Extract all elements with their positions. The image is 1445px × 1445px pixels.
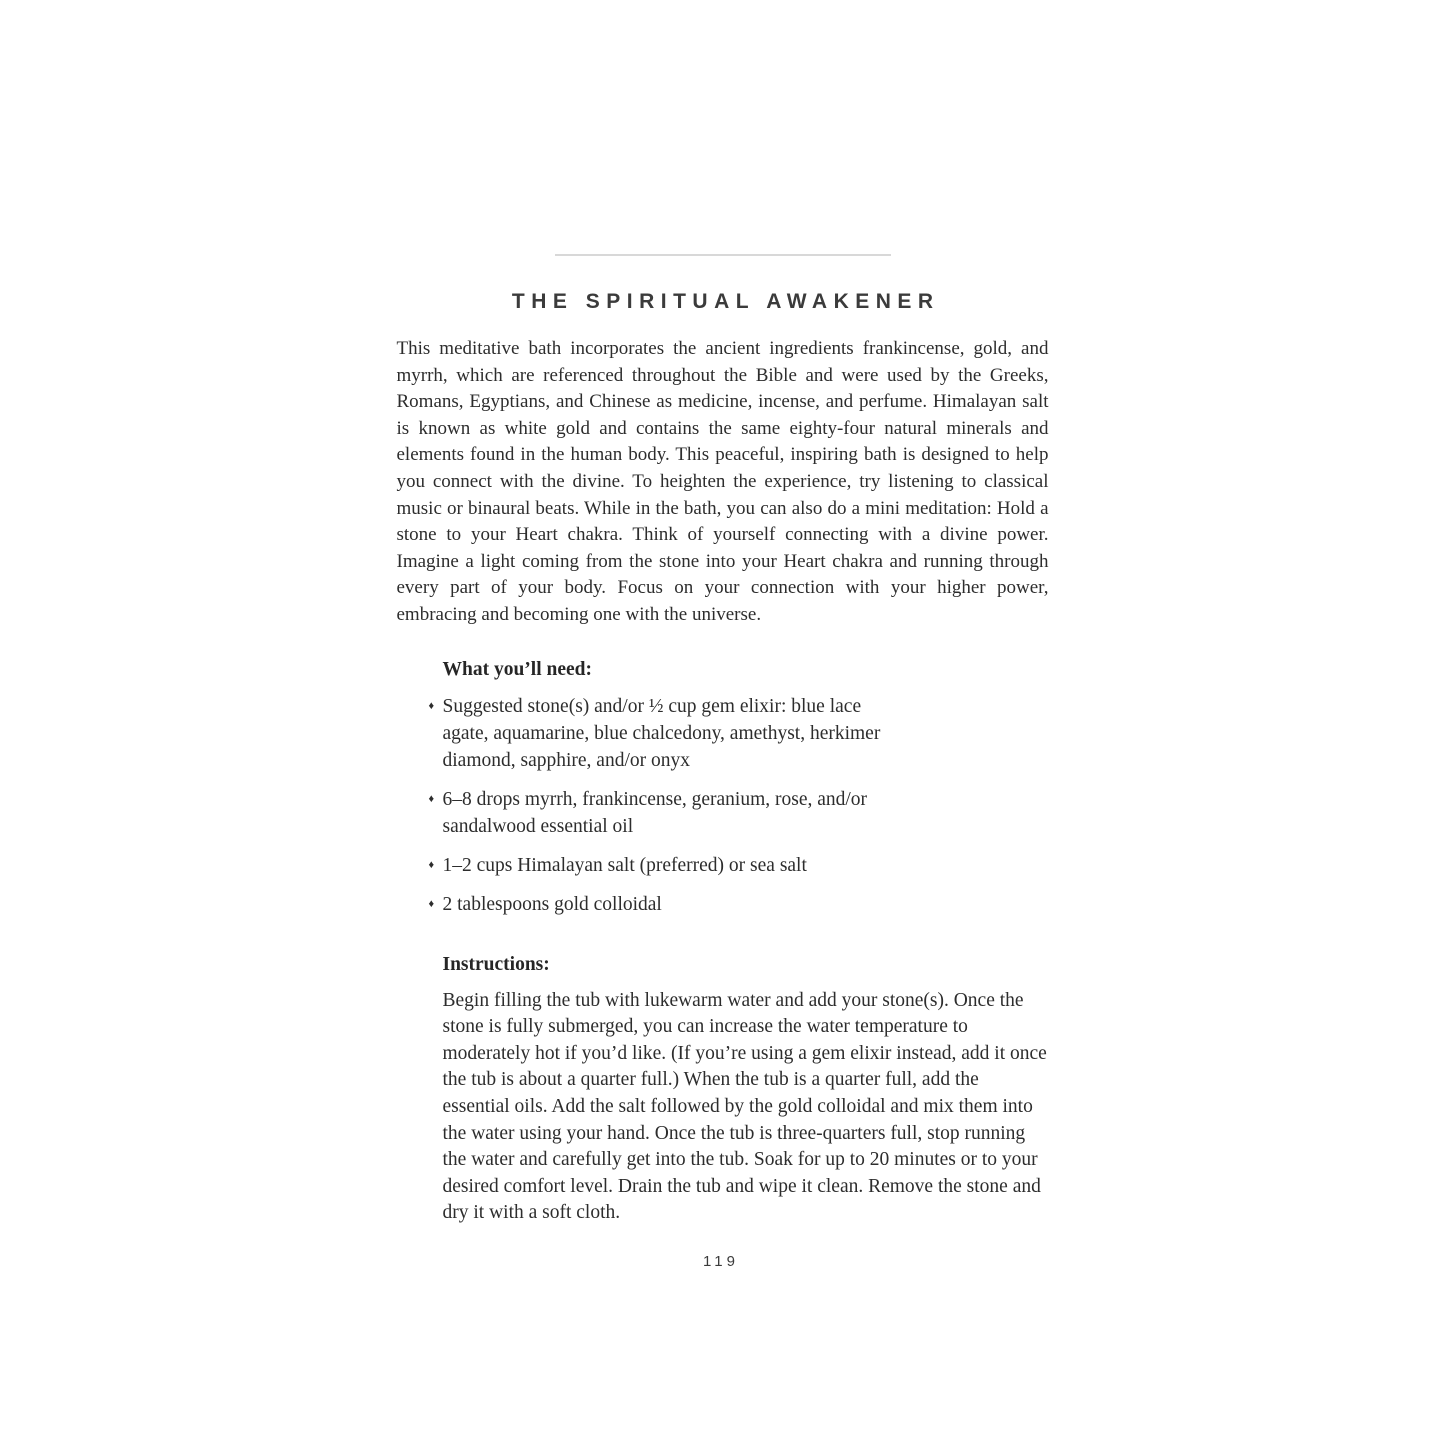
instructions-heading: Instructions: <box>442 953 550 975</box>
needs-list-item <box>429 891 1049 918</box>
diamond-bullet-icon: ♦ <box>428 858 435 871</box>
section-divider <box>555 0 891 256</box>
needs-list <box>428 693 1049 918</box>
needs-item-text: 6–8 drops myrrh, frankincense, geranium, rose, and/or sandalwood essential oil <box>442 788 868 837</box>
intro-paragraph: This meditative bath incorporates the ancient ingredients frankincense, gold, and myrrh, which are referenced throughout the Bible and were used by the Greeks, Romans, Egyptians, and Chinese as medicine, incense, and perfume. Himalayan salt is known as white gold and contains the same eighty-four natural minerals and elements found in the human body. This peaceful, inspiring bath is designed to help you connect with the divine. To heighten the experience, try listening to classical music or binaural beats. While in the bath, you can also do a mini meditation: Hold a stone to your Heart chakra. Think of yourself connecting with a divine power. Imagine a light coming from the stone into your Heart chakra and running through every part of your body. Focus on your connection with your higher power, embracing and becoming one with the universe. <box>396 338 1049 625</box>
diamond-bullet-icon: ♦ <box>428 792 435 805</box>
needs-item-text: Suggested stone(s) and/or ½ cup gem elixir: blue lace agate, aquamarine, blue chalcedony, amethyst, herkimer diamond, sapphire, and/or onyx <box>442 695 881 771</box>
content-column <box>397 0 1049 1227</box>
diamond-bullet-icon: ♦ <box>428 897 435 910</box>
page-number: 119 <box>703 1253 739 1270</box>
needs-heading: What you’ll need: <box>442 658 593 680</box>
needs-list-item <box>429 693 1049 774</box>
needs-item-text: 1–2 cups Himalayan salt (preferred) or sea salt <box>442 854 807 876</box>
recipe-details <box>428 658 1049 1227</box>
diamond-bullet-icon: ♦ <box>428 699 435 712</box>
needs-list-item <box>429 786 1049 840</box>
instructions-paragraph: Begin filling the tub with lukewarm water and add your stone(s). Once the stone is fully submerged, you can increase the water temperature to moderately hot if you’d like. (If you’re using a gem elixir instead, add it once the tub is about a quarter full.) When the tub is a quarter full, add the essential oils. Add the salt followed by the gold colloidal and mix them into the water using your hand. Once the tub is three-quarters full, stop running the water and carefully get into the tub. Soak for up to 20 minutes or to your desired comfort level. Drain the tub and wipe it clean. Remove the stone and dry it with a soft cloth. <box>442 989 1047 1224</box>
needs-item-text: 2 tablespoons gold colloidal <box>442 893 662 915</box>
page-title: THE SPIRITUAL AWAKENER <box>511 290 940 313</box>
needs-list-item <box>429 852 1049 879</box>
